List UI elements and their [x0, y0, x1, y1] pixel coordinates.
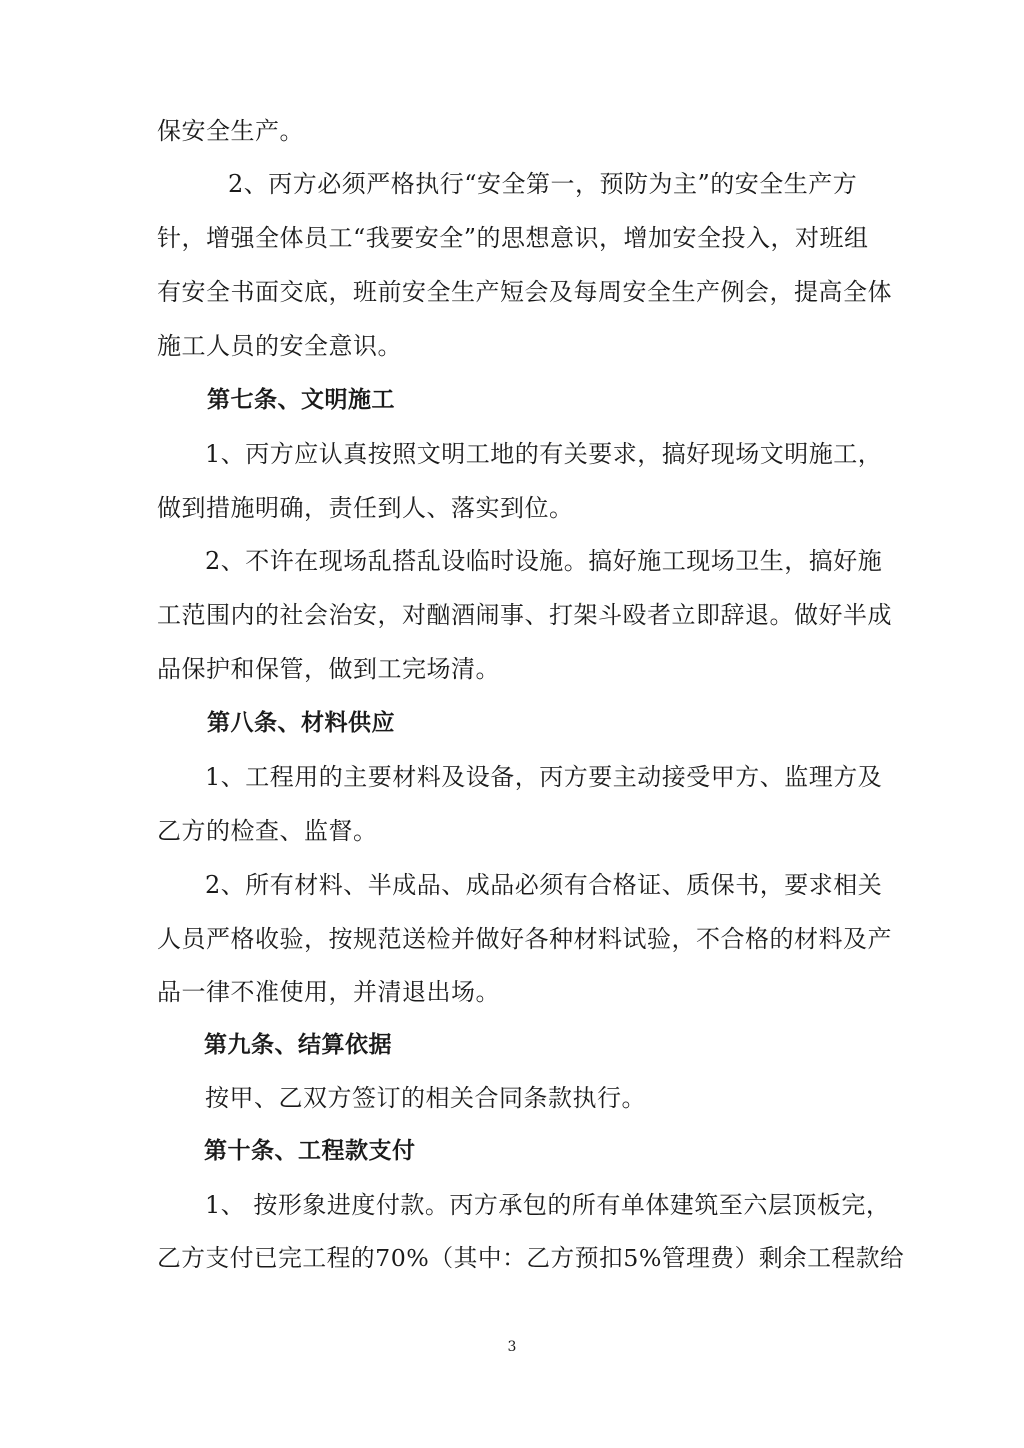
section-heading: 第七条、文明施工	[207, 387, 395, 413]
body-line: 1、丙方应认真按照文明工地的有关要求，搞好现场文明施工，	[205, 440, 883, 468]
body-line: 施工人员的安全意识。	[157, 332, 402, 360]
body-line: 1、 按形象进度付款。丙方承包的所有单体建筑至六层顶板完，	[205, 1191, 891, 1219]
body-line: 工范围内的社会治安，对酗酒闹事、打架斗殴者立即辞退。做好半成	[157, 601, 892, 629]
body-line: 2、丙方必须严格执行“安全第一，预防为主”的安全生产方	[228, 170, 858, 198]
body-line: 2、不许在现场乱搭乱设临时设施。搞好施工现场卫生，搞好施	[205, 547, 883, 575]
body-line: 品保护和保管，做到工完场清。	[157, 655, 500, 683]
body-line: 乙方的检查、监督。	[157, 817, 378, 845]
section-heading: 第十条、工程款支付	[204, 1138, 416, 1164]
body-line: 做到措施明确，责任到人、落实到位。	[157, 494, 574, 522]
body-line: 1、工程用的主要材料及设备，丙方要主动接受甲方、监理方及	[205, 763, 883, 791]
body-line: 按甲、乙双方签订的相关合同条款执行。	[205, 1084, 646, 1112]
body-line: 针，增强全体员工“我要安全”的思想意识，增加安全投入，对班组	[157, 224, 869, 252]
section-heading: 第九条、结算依据	[204, 1032, 392, 1058]
body-line: 品一律不准使用，并清退出场。	[157, 978, 500, 1006]
body-line: 2、所有材料、半成品、成品必须有合格证、质保书，要求相关	[205, 871, 883, 899]
section-heading: 第八条、材料供应	[207, 710, 395, 736]
body-line: 人员严格收验，按规范送检并做好各种材料试验，不合格的材料及产	[157, 925, 892, 953]
body-line: 乙方支付已完工程的70%（其中：乙方预扣5%管理费）剩余工程款给	[157, 1244, 905, 1272]
page-number: 3	[507, 1339, 517, 1355]
body-line: 有安全书面交底，班前安全生产短会及每周安全生产例会，提高全体	[157, 278, 892, 306]
body-line: 保安全生产。	[157, 117, 304, 145]
